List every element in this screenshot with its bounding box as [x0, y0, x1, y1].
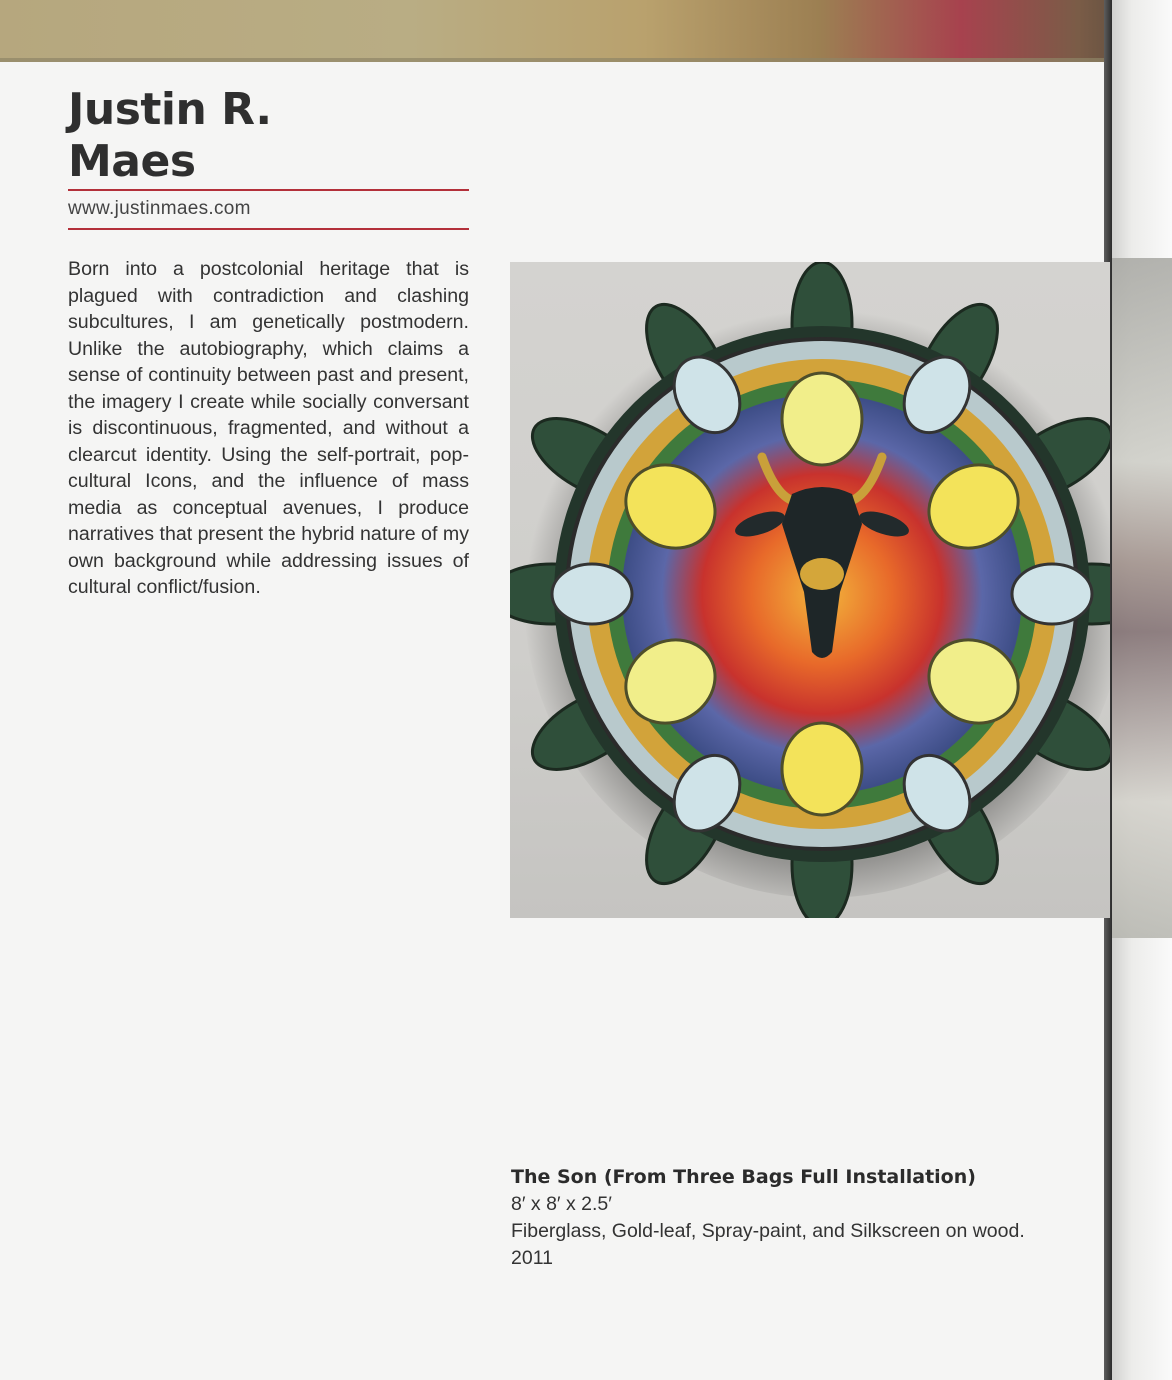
- artwork-medium: Fiberglass, Gold-leaf, Spray-paint, and Silkscreen on wood.: [511, 1220, 1025, 1242]
- artwork-photo: [510, 262, 1110, 918]
- bottom-divider-rule: [68, 228, 469, 230]
- artwork-caption: [511, 1164, 1025, 1272]
- top-divider-rule: [68, 189, 469, 191]
- artwork-dimensions: 8′ x 8′ x 2.5′: [511, 1193, 612, 1215]
- artist-statement: Born into a postcolonial heritage that is plagued with contradiction and clashing subcultures, I am genetically postmodern. Unlike the autobiography, which claims a sense of continuity between past and present, the imagery I create while socially conversant is discontinuous, fragmented, and without a clearcut identity. Using the self-portrait, popcultural Icons, and the influence of mass media as conceptual avenues, I produce narratives that present the hybrid nature of my own background while addressing issues of cultural conflict/fusion.: [68, 258, 469, 598]
- artwork-image: [510, 262, 1110, 918]
- next-page-photo-edge: [1112, 258, 1172, 938]
- top-decorative-band: [0, 0, 1172, 62]
- artist-name-line2: Maes: [68, 136, 196, 187]
- artist-name-line1: Justin R.: [68, 84, 272, 135]
- artwork-title: The Son (From Three Bags Full Installation): [511, 1166, 976, 1188]
- artist-name: [68, 84, 488, 188]
- artwork-year: 2011: [511, 1247, 553, 1269]
- artist-website[interactable]: www.justinmaes.com: [68, 198, 251, 219]
